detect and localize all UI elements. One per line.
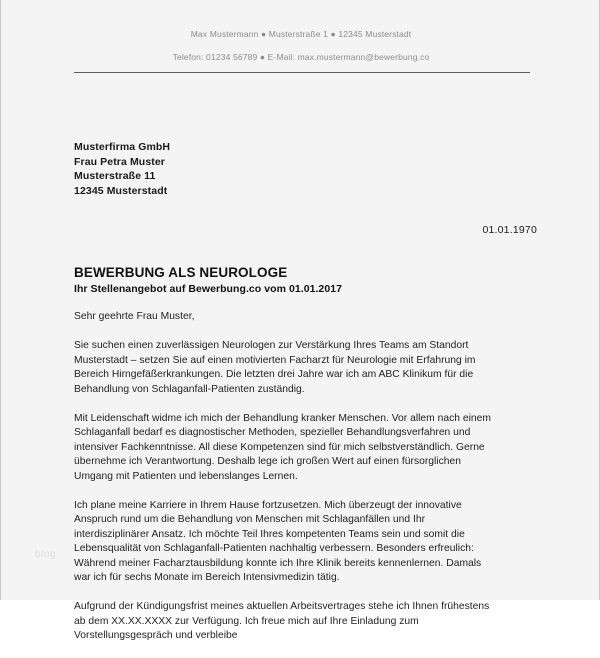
letterhead <box>7 29 595 62</box>
paragraph-line: intensiver Fachkenntnisse. All diese Kompetenzen sind für mich selbstverständlich. Gerne <box>74 441 485 453</box>
letterhead-address-line: Max Mustermann ● Musterstraße 1 ● 12345 Musterstadt <box>190 29 412 39</box>
letter-date: 01.01.1970 <box>482 224 537 236</box>
paragraph-line: Lebensqualität von Schlaganfall-Patienten nachhaltig verbessern. Besonders erfreulich: <box>74 543 474 554</box>
subject-subtitle: Ihr Stellenangebot auf Bewerbung.co vom 01.01.2017 <box>74 282 342 295</box>
blog-watermark: blog <box>35 549 57 560</box>
letterhead-divider <box>74 72 530 73</box>
subject-block <box>74 265 342 295</box>
body-paragraphs <box>74 339 544 644</box>
paragraph-line: Behandlung von Schlaganfall-Patienten zuständig. <box>74 383 305 395</box>
paragraph-line: Sie suchen einen zuverlässigen Neurologen zur Verstärkung Ihres Teams am Standort <box>74 340 469 351</box>
paragraph-line: Während meiner Facharztausbildung konnte ich Ihre Klinik bereits kennenlernen. Damals <box>74 557 482 569</box>
paragraph-3 <box>74 499 544 586</box>
paragraph-line: Umgang mit Patienten und lebenslanges Lernen. <box>74 470 298 482</box>
paragraph-1 <box>74 339 544 397</box>
paragraph-4 <box>74 600 544 644</box>
paragraph-line: Schlaganfall bedarf es diagnostischer Methoden, spezieller Behandlungsverfahren und <box>74 427 471 438</box>
paragraph-line: war ich für sechs Monate im Bereich Intensivmedizin tätig. <box>74 572 340 583</box>
paragraph-line: Anspruch rund um die Behandlung von Menschen mit Schlaganfällen und Ihr <box>74 514 426 525</box>
paragraph-line: Mit Leidenschaft widme ich mich der Behandlung kranker Menschen. Vor allem nach einem <box>74 412 491 424</box>
paragraph-line: Aufgrund der Kündigungsfrist meines aktuellen Arbeitsvertrages stehe ich Ihnen frühestens <box>74 601 490 612</box>
letter-body <box>74 310 544 658</box>
subject-title: BEWERBUNG ALS NEUROLOGE <box>74 265 288 280</box>
recipient-city: 12345 Musterstadt <box>74 184 168 197</box>
paragraph-line: Musterstadt – setzen Sie auf einen motivierten Facharzt für Neurologie mit Erfahrung im <box>74 354 476 366</box>
salutation-line: Sehr geehrte Frau Muster, <box>74 311 195 322</box>
paragraph-line: Vorstellungsgespräch und verbleibe <box>74 630 238 641</box>
paragraph-line: ab dem XX.XX.XXXX zur Verfügung. Ich freue mich auf Ihre Einladung zum <box>74 615 419 627</box>
letterhead-contact-line: Telefon: 01234 56789 ● E-Mail: max.mustermann@bewerbung.co <box>172 52 430 63</box>
salutation <box>74 310 544 325</box>
paragraph-line: Bereich Hirngefäßerkrankungen. Die letzten drei Jahre war ich am ABC Klinikum für die <box>74 369 474 380</box>
recipient-address-block <box>74 140 170 198</box>
paragraph-2 <box>74 412 544 485</box>
paragraph-line: interdisziplinärer Ansatz. Ich möchte Teil Ihres kompetenten Teams sein und somit die <box>74 528 465 540</box>
recipient-company: Musterfirma GmbH <box>74 141 171 153</box>
letter-sheet <box>7 0 595 641</box>
recipient-street: Musterstraße 11 <box>74 170 156 183</box>
paragraph-line: Ich plane meine Karriere in Ihrem Hause fortzusetzen. Mich überzeugt der innovative <box>74 499 462 511</box>
recipient-person: Frau Petra Muster <box>74 155 165 168</box>
paragraph-line: übernehme ich Verantwortung. Deshalb lege ich großen Wert auf einen fürsorglichen <box>74 456 461 467</box>
